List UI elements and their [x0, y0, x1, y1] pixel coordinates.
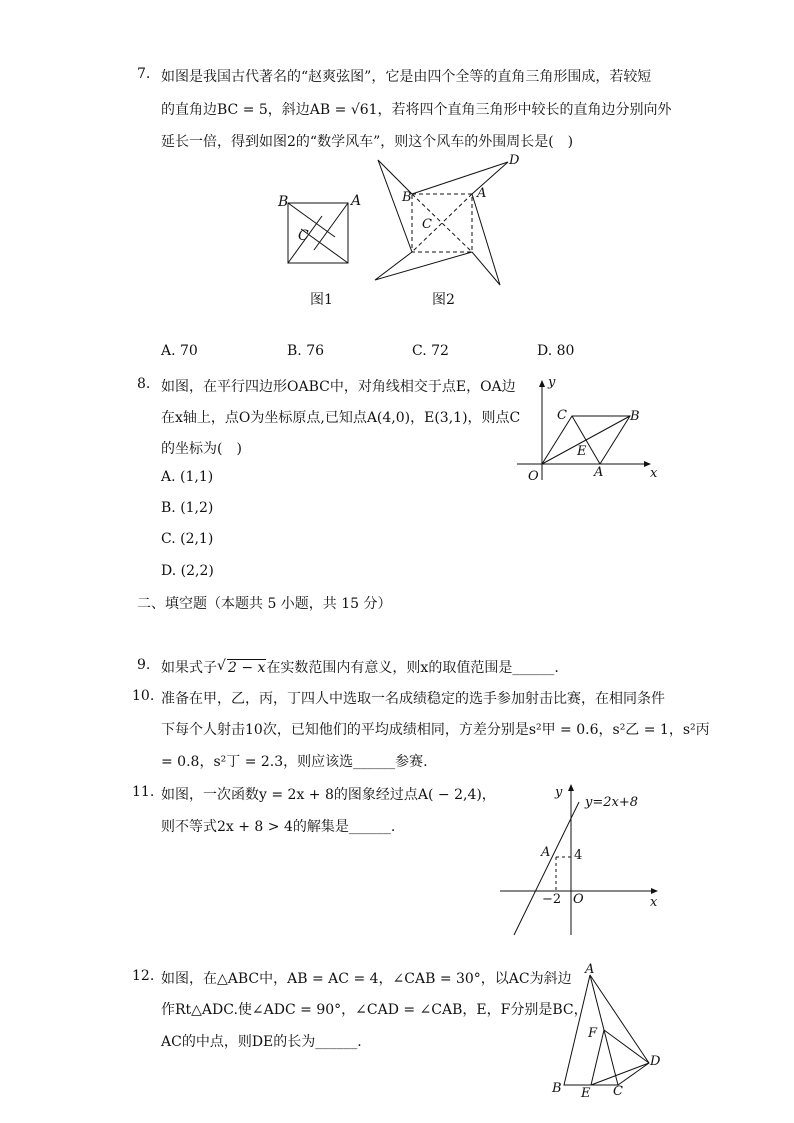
q8-fig-label-o: O — [528, 469, 539, 484]
q12-fig-label-b: B — [552, 1081, 562, 1096]
q8-line-3: 的坐标为( ) — [161, 441, 242, 457]
q12-fig-label-f: F — [588, 1026, 598, 1041]
section-2-heading: 二、填空题（本题共 5 小题，共 15 分） — [137, 596, 392, 612]
q11-fig-label-neg2: −2 — [542, 892, 562, 907]
q7-option-a[interactable]: A. 70 — [161, 343, 198, 359]
q9-prefix: 如果式子 — [161, 660, 217, 676]
q7-line-3: 延长一倍，得到如图2的“数学风车”，则这个风车的外围周长是( ) — [161, 134, 574, 150]
q9-line — [161, 657, 559, 677]
q10-line-1: 准备在甲，乙，丙，丁四人中选取一名成绩稳定的选手参加射击比赛，在相同条件 — [161, 691, 665, 707]
q11-fig-label-o: O — [573, 892, 584, 907]
q11-fig-label-y: y — [555, 785, 563, 800]
q12-line-1: 如图，在△ABC中，AB = AC = 4，∠CAB = 30°，以AC为斜边 — [161, 971, 572, 987]
fig2-label-c: C — [422, 217, 432, 232]
q7-option-c[interactable]: C. 72 — [412, 343, 449, 359]
q12-fig-label-c: C — [613, 1084, 623, 1099]
q11-line-1: 如图，一次函数y = 2x + 8的图象经过点A( − 2,4)， — [161, 787, 496, 803]
q9-suffix: 在实数范围内有意义，则x的取值范围是______. — [266, 660, 559, 676]
q7-figure-2 — [370, 155, 520, 290]
q12-line-2: 作Rt△ADC.使∠ADC = 90°，∠CAD = ∠CAB，E，F分别是BC， — [161, 1002, 588, 1018]
q12-figure — [550, 965, 665, 1090]
q8-line-2: 在x轴上，点O为坐标原点,已知点A(4,0)，E(3,1)，则点C — [161, 410, 521, 426]
q8-option-d[interactable]: D. (2,2) — [161, 563, 214, 579]
fig1-label-a: A — [351, 193, 362, 209]
q9-radical — [217, 660, 266, 676]
fig1-caption: 图1 — [310, 292, 333, 308]
fig2-label-d: D — [509, 153, 520, 168]
q11-fig-label-line: y=2x+8 — [585, 795, 639, 810]
q11-fig-label-4: 4 — [574, 848, 583, 863]
fig2-label-a: A — [477, 186, 487, 201]
fig1-label-b: B — [278, 194, 289, 210]
q11-line-2: 则不等式2x + 8 > 4的解集是______. — [161, 819, 396, 835]
q8-fig-label-x: x — [650, 466, 658, 481]
q12-line-3: AC的中点，则DE的长为______. — [161, 1034, 362, 1050]
q7-number: 7. — [137, 66, 151, 82]
q8-fig-label-b: B — [630, 409, 640, 424]
fig2-label-b: B — [402, 190, 412, 205]
q8-fig-label-c: C — [557, 408, 567, 423]
q8-option-b[interactable]: B. (1,2) — [161, 500, 214, 516]
fig1-label-c: C — [298, 228, 309, 244]
q12-fig-label-e: E — [581, 1086, 591, 1101]
q8-fig-label-e: E — [577, 444, 587, 459]
q7-line-2: 的直角边BC = 5，斜边AB = √61，若将四个直角三角形中较长的直角边分别向外 — [161, 102, 672, 118]
q10-number: 10. — [132, 688, 155, 704]
q8-line-1: 如图，在平行四边形OABC中，对角线相交于点E，OA边 — [161, 379, 516, 395]
q8-fig-label-a: A — [594, 465, 604, 480]
q10-line-2: 下每个人射击10次，已知他们的平均成绩相同，方差分别是s²甲 = 0.6，s²乙 = 1，s²丙 — [161, 722, 710, 738]
sqrt-sign-icon: √ — [217, 658, 226, 674]
q8-option-a[interactable]: A. (1,1) — [161, 469, 214, 485]
fig2-caption: 图2 — [432, 292, 455, 308]
q7-option-b[interactable]: B. 76 — [287, 343, 325, 359]
q11-fig-label-a: A — [541, 845, 551, 860]
q7-option-d[interactable]: D. 80 — [537, 343, 575, 359]
q9-radicand: 2 − x — [228, 660, 266, 676]
q11-fig-label-x: x — [650, 895, 658, 910]
q8-fig-label-y: y — [548, 375, 556, 390]
q12-fig-label-d: D — [650, 1054, 661, 1069]
q8-number: 8. — [137, 376, 151, 392]
q9-number: 9. — [137, 657, 151, 673]
q10-line-3: = 0.8，s²丁 = 2.3，则应该选______参赛. — [161, 754, 428, 770]
q12-fig-label-a: A — [585, 962, 595, 977]
q8-option-c[interactable]: C. (2,1) — [161, 531, 214, 547]
q11-number: 11. — [132, 784, 155, 800]
q12-number: 12. — [132, 968, 155, 984]
q7-line-1: 如图是我国古代著名的“赵爽弦图”，它是由四个全等的直角三角形围成，若较短 — [161, 69, 652, 85]
